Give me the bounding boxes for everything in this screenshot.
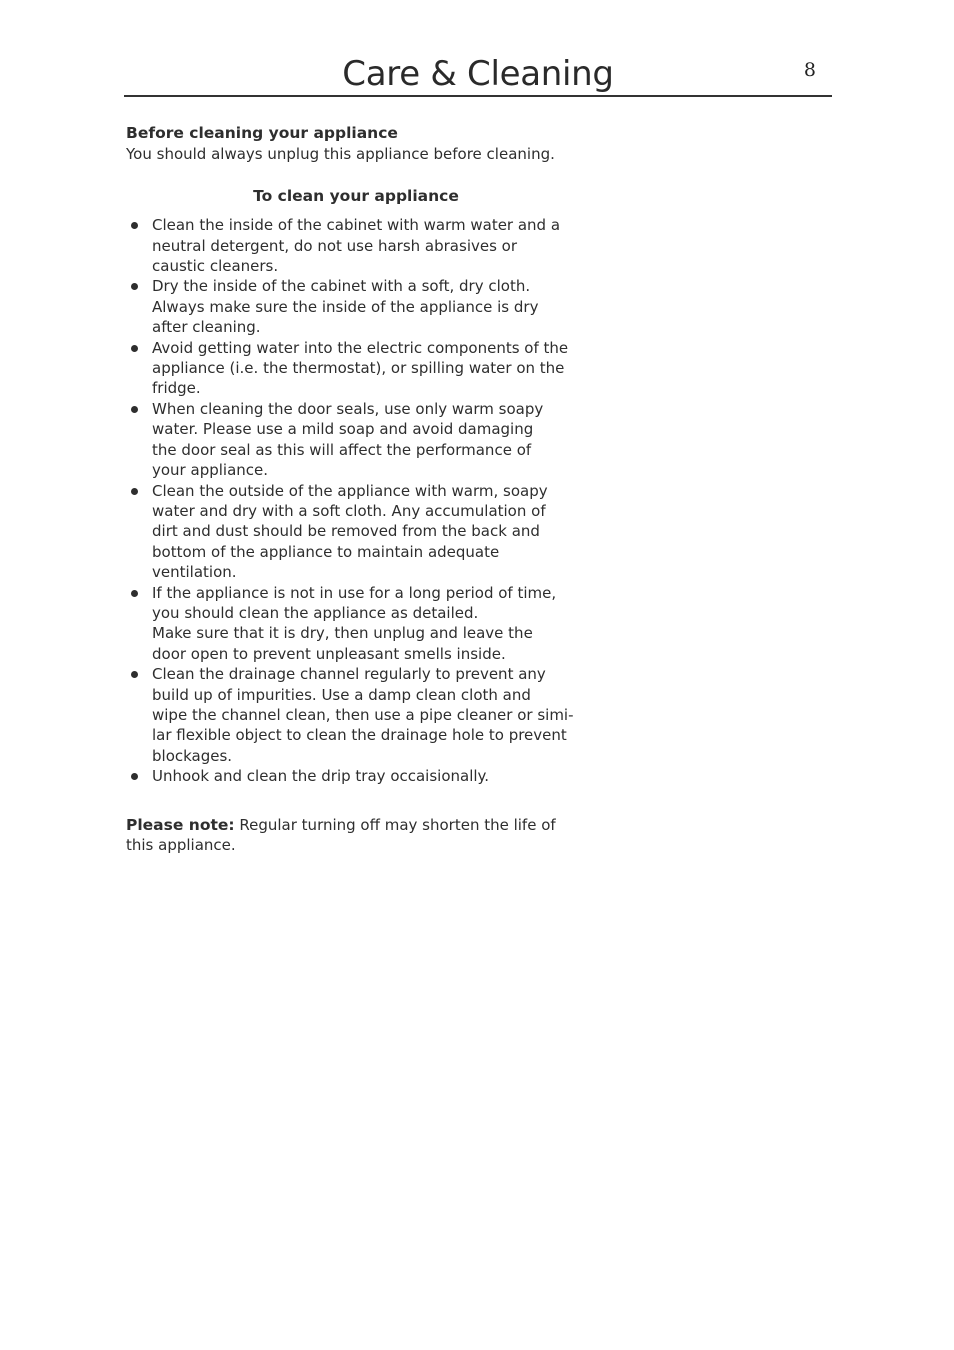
list-item-text: When cleaning the door seals, use only warm soapy water. Please use a mild soap and avoid damaging the door seal as this will affect the performance of your appliance.: [152, 399, 544, 480]
bullet-icon: [131, 283, 138, 290]
list-item-text: Clean the outside of the appliance with warm, soapy water and dry with a soft cloth. Any accumulation of dirt and dust should be removed from the back and bottom of the appliance to maintain adequate ventilation.: [152, 481, 548, 582]
bullet-icon: [131, 671, 138, 678]
list-item: [126, 399, 586, 481]
bullet-icon: [131, 773, 138, 780]
list-item: [126, 766, 586, 786]
list-item-text: If the appliance is not in use for a long period of time, you should clean the appliance as detailed. Make sure that it is dry, then unplug and leave the door open to prevent unpleasant smells inside.: [152, 583, 557, 663]
page-header: [124, 52, 832, 97]
list-item-text: Clean the inside of the cabinet with warm water and a neutral detergent, do not use harsh abrasives or caustic cleaners.: [152, 216, 561, 276]
list-item: [126, 276, 586, 337]
please-note: [126, 815, 586, 856]
list-item-text: Unhook and clean the drip tray occaisionally.: [152, 767, 490, 786]
bullet-icon: [131, 406, 138, 413]
bullet-icon: [131, 590, 138, 597]
list-item: [126, 215, 586, 276]
bullet-icon: [131, 222, 138, 229]
before-cleaning-text: You should always unplug this appliance before cleaning.: [126, 145, 555, 164]
cleaning-instructions-list: [126, 215, 586, 786]
note-label: Please note:: [126, 815, 235, 834]
page-number: 8: [803, 59, 816, 81]
list-item: [126, 338, 586, 399]
list-item-text: Avoid getting water into the electric components of the appliance (i.e. the thermostat), or spilling water on the fridge.: [152, 338, 569, 398]
bullet-icon: [131, 345, 138, 352]
list-item: [126, 664, 586, 766]
page-title: Care & Cleaning: [342, 54, 614, 94]
to-clean-heading: To clean your appliance: [253, 186, 459, 205]
bullet-icon: [131, 488, 138, 495]
page-content: [126, 123, 586, 855]
list-item-text: Clean the drainage channel regularly to prevent any build up of impurities. Use a damp clean cloth and wipe the channel clean, then use a pipe cleaner or simi- lar flexible object to clean the drainage hole to prevent blockages.: [152, 665, 574, 765]
note-text: Regular turning off may shorten the life of this appliance.: [126, 815, 556, 854]
list-item: [126, 481, 586, 583]
list-item: [126, 583, 586, 665]
list-item-text: Dry the inside of the cabinet with a soft, dry cloth. Always make sure the inside of the appliance is dry after cleaning.: [152, 277, 539, 337]
before-cleaning-heading: Before cleaning your appliance: [126, 124, 398, 142]
